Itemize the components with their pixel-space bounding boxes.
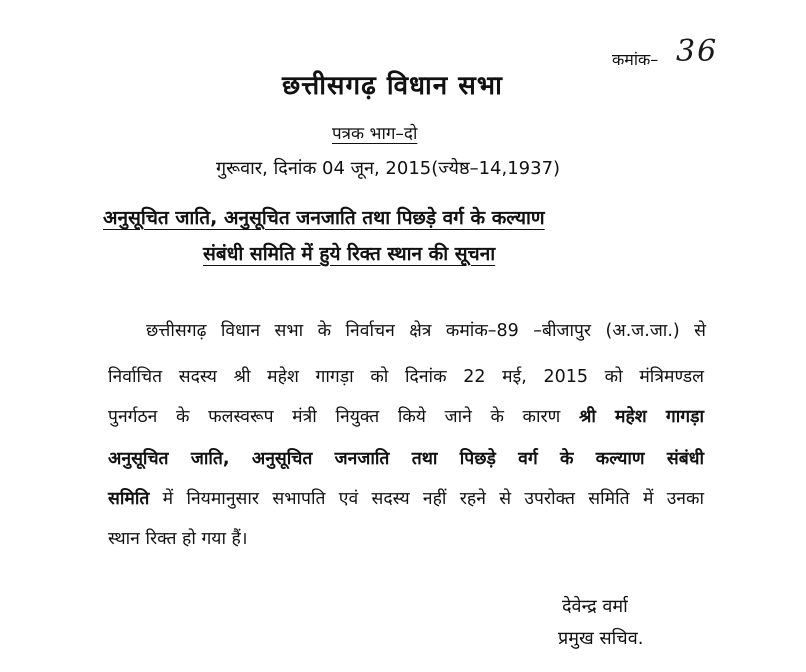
serial-label: कमांक–: [612, 50, 659, 69]
committee-name-bold: अनुसूचित जाति, अनुसूचित जनजाति तथा पिछड़े वर्ग के कल्याण संबंधी: [108, 449, 704, 469]
signatory-name: देवेन्द्र वर्मा: [562, 596, 628, 617]
body-line-1: छत्तीसगढ़ विधान सभा के निर्वाचन क्षेत्र कमांक–89 –बीजापुर (अ.ज.जा.) से: [146, 321, 706, 341]
date-line: गुरूवार, दिनांक 04 जून, 2015(ज्येष्ठ–14,1937): [216, 158, 561, 179]
subject-heading-line-1: अनुसूचित जाति, अनुसूचित जनजाति तथा पिछड़े वर्ग के कल्याण: [103, 207, 545, 229]
page-title: छत्तीसगढ़ विधान सभा: [282, 71, 503, 101]
member-name-bold: श्री महेश गागड़ा: [578, 407, 704, 427]
body-line-2: निर्वाचित सदस्य श्री महेश गागड़ा को दिनांक 22 मई, 2015 को मंत्रिमण्डल: [108, 367, 704, 387]
serial-number: 36: [676, 34, 719, 69]
body-line-6: स्थान रिक्त हो गया हैं।: [108, 529, 248, 549]
body-text-segment: पुनर्गठन के फलस्वरूप मंत्री नियुक्त किये जाने के कारण: [108, 407, 579, 427]
committee-word-bold: समिति: [108, 489, 150, 509]
bulletin-part-label: पत्रक भाग–दो: [332, 124, 418, 144]
subject-heading-line-2: संबंधी समिति में हुये रिक्त स्थान की सूचना: [203, 243, 496, 265]
body-line-3: [108, 404, 704, 428]
body-text-segment: में नियमानुसार सभापति एवं सदस्य नहीं रहने से उपरोक्त समिति में उनका: [149, 489, 704, 509]
body-line-4: [108, 446, 704, 470]
signatory-title: प्रमुख सचिव.: [558, 628, 644, 649]
body-line-5: [108, 486, 704, 510]
